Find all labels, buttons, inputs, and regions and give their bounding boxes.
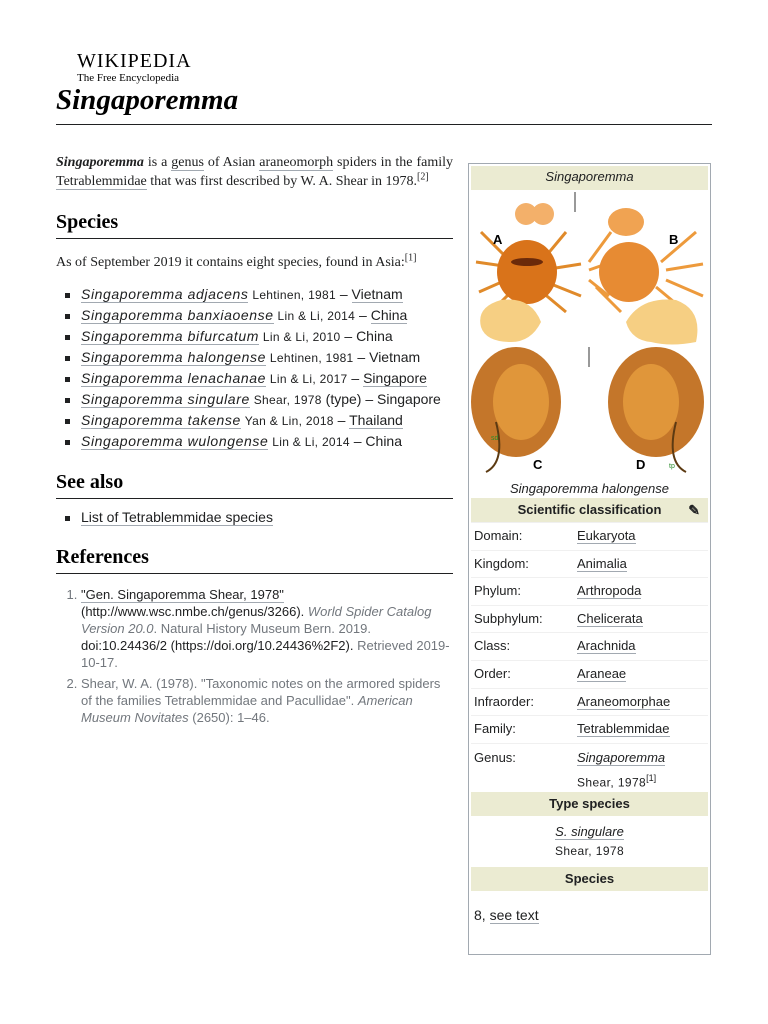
wikipedia-logo[interactable] xyxy=(77,51,192,84)
ref1-doi-url[interactable]: (https://doi.org/10.24436%2F2). xyxy=(167,638,354,653)
taxonomy-key: Domain: xyxy=(474,528,523,543)
species-list xyxy=(56,286,453,451)
taxonomy-value-link[interactable]: Araneae xyxy=(577,665,627,681)
species-name-link[interactable]: Singaporemma takense xyxy=(81,412,241,428)
species-separator: – xyxy=(349,433,366,449)
species-location: China xyxy=(356,328,393,344)
intro-text: that was first described by W. A. Shear in 1978. xyxy=(146,174,418,189)
type-species-header: Type species xyxy=(471,792,708,816)
infobox-title: Singaporemma xyxy=(471,166,708,190)
species-count: 8, xyxy=(474,906,490,923)
species-lead-text: As of September 2019 it contains eight species, found in Asia: xyxy=(56,255,405,270)
genus-author: Shear, 1978 xyxy=(577,775,647,790)
species-location[interactable]: Singapore xyxy=(363,370,427,386)
species-item xyxy=(81,370,453,388)
species-separator: – xyxy=(335,286,352,302)
see-also-item xyxy=(81,509,453,526)
title-divider xyxy=(56,124,712,125)
ref1-doi[interactable]: doi:10.24436/2 xyxy=(81,638,168,653)
link-genus-singaporemma[interactable]: Singaporemma xyxy=(577,749,666,765)
taxonomy-key: Subphylum: xyxy=(474,610,543,626)
species-location[interactable]: Thailand xyxy=(349,412,403,428)
species-location: China xyxy=(365,433,403,449)
taxonomy-value-link[interactable]: Chelicerata xyxy=(577,610,643,626)
see-also-list xyxy=(56,509,453,526)
see-also-heading: See also xyxy=(56,471,453,499)
panel-label-a: A xyxy=(493,232,503,247)
taxonomy-key: Class: xyxy=(474,638,511,654)
species-item xyxy=(81,349,453,367)
reference-item xyxy=(81,675,453,726)
ref2-text: Shear, W. A. (1978). "Taxonomic notes on the armored spiders of the families Tetrablemmidae and Pacullidae". xyxy=(81,676,441,708)
species-name-link[interactable]: Singaporemma halongense xyxy=(81,349,267,365)
species-name-link[interactable]: Singaporemma wulongense xyxy=(81,433,269,449)
species-item xyxy=(81,307,453,325)
taxonomy-row xyxy=(471,522,708,550)
species-separator: – xyxy=(347,370,364,386)
link-genus[interactable]: genus xyxy=(171,155,204,170)
link-tetrablemmidae[interactable]: Tetrablemmidae xyxy=(56,174,147,189)
annotation-sd: sd xyxy=(491,435,499,442)
reference-item xyxy=(81,586,453,671)
species-author: Lin & Li, 2017 xyxy=(269,372,348,386)
species-separator: – xyxy=(355,307,371,323)
panel-label-b: B xyxy=(669,232,679,247)
species-author: Lin & Li, 2014 xyxy=(272,435,350,449)
species-header: Species xyxy=(471,867,708,891)
type-species-block xyxy=(469,816,710,861)
taxonomy-row-genus xyxy=(471,743,708,788)
species-author: Yan & Lin, 2018 xyxy=(244,414,334,428)
taxonomy-value-link[interactable]: Tetrablemmidae xyxy=(577,721,670,737)
species-separator: – xyxy=(333,412,350,428)
species-separator: – xyxy=(353,349,370,365)
intro-bold-title: Singaporemma xyxy=(56,155,144,170)
intro-text: spiders in the family xyxy=(333,155,453,170)
image-caption: Singaporemma halongense xyxy=(510,481,669,496)
species-author: Lehtinen, 1981 xyxy=(252,288,336,302)
ref1-pub: . Natural History Museum Bern. 2019. xyxy=(153,621,371,636)
taxonomy-key: Phylum: xyxy=(474,583,521,599)
classification-header xyxy=(471,498,708,522)
taxonomy-row xyxy=(471,632,708,660)
ref2-tail: (2650): 1–46. xyxy=(188,710,270,725)
species-location[interactable]: Vietnam xyxy=(351,286,403,302)
taxonomy-key: Kingdom: xyxy=(474,555,529,571)
article-body xyxy=(56,153,453,730)
intro-paragraph xyxy=(56,153,453,191)
ref-1[interactable]: [1] xyxy=(404,252,417,264)
references-list xyxy=(56,586,453,726)
infobox-image[interactable] xyxy=(471,192,708,474)
infobox xyxy=(468,163,711,955)
species-item xyxy=(81,412,453,430)
link-see-text[interactable]: see text xyxy=(489,906,539,923)
species-separator: (type) – xyxy=(321,391,378,407)
species-name-link[interactable]: Singaporemma banxiaoense xyxy=(81,307,274,323)
intro-text: is a xyxy=(143,155,172,170)
taxonomy-row xyxy=(471,715,708,743)
logo-wordmark: WIKIPEDIA xyxy=(77,50,192,72)
taxonomy-value-link[interactable]: Eukaryota xyxy=(577,528,636,543)
species-name-link[interactable]: Singaporemma adjacens xyxy=(81,286,249,302)
annotation-tp: tp xyxy=(669,463,675,470)
references-heading: References xyxy=(56,546,453,574)
species-separator: – xyxy=(340,328,357,344)
ref2-journal: American Museum Novitates xyxy=(81,693,413,725)
species-item xyxy=(81,328,453,346)
taxonomy-row xyxy=(471,660,708,688)
genus-ref[interactable]: [1] xyxy=(646,772,657,783)
link-list-tetrablemmidae[interactable]: List of Tetrablemmidae species xyxy=(81,509,273,525)
species-author: Lin & Li, 2014 xyxy=(277,309,356,323)
link-araneomorph[interactable]: araneomorph xyxy=(259,155,334,170)
link-s-singulare[interactable]: S. singulare xyxy=(555,823,624,839)
taxonomy-row xyxy=(471,688,708,716)
panel-label-c: C xyxy=(533,457,543,472)
species-lead xyxy=(56,253,453,272)
species-item xyxy=(81,433,453,451)
species-heading: Species xyxy=(56,211,453,239)
taxonomy-rows xyxy=(469,522,710,743)
taxonomy-row xyxy=(471,605,708,633)
taxonomy-value-link[interactable]: Arachnida xyxy=(577,638,636,654)
genus-key: Genus: xyxy=(474,749,516,765)
page-title: Singaporemma xyxy=(56,84,239,116)
pencil-icon[interactable]: ✎ xyxy=(688,502,700,518)
species-item xyxy=(81,391,453,409)
taxonomy-row xyxy=(471,550,708,578)
ref1-link[interactable]: "Gen. Singaporemma Shear, 1978" xyxy=(81,587,284,602)
ref1-work: World Spider Catalog Version 20.0 xyxy=(81,604,432,636)
species-author: Lehtinen, 1981 xyxy=(269,351,354,365)
species-name-link[interactable]: Singaporemma lenachanae xyxy=(81,370,267,386)
ref1-retrieved: Retrieved 2019-10-17. xyxy=(81,638,450,670)
species-name-link[interactable]: Singaporemma bifurcatum xyxy=(81,328,259,344)
type-species-author: Shear, 1978 xyxy=(554,843,625,858)
taxonomy-key: Family: xyxy=(474,721,516,737)
ref-2[interactable]: [2] xyxy=(417,171,429,183)
taxonomy-value-link[interactable]: Arthropoda xyxy=(577,583,642,599)
species-name-link[interactable]: Singaporemma singulare xyxy=(81,391,250,407)
species-item xyxy=(81,286,453,304)
taxonomy-key: Order: xyxy=(474,665,511,681)
logo-tagline: The Free Encyclopedia xyxy=(77,72,180,84)
classification-header-label: Scientific classification xyxy=(517,502,662,517)
species-location: Vietnam xyxy=(369,349,421,365)
ref1-url[interactable]: (http://www.wsc.nmbe.ch/genus/3266). xyxy=(81,604,305,619)
genus-value xyxy=(577,748,708,788)
taxonomy-key: Infraorder: xyxy=(474,693,534,709)
species-author: Shear, 1978 xyxy=(253,393,322,407)
taxonomy-value-link[interactable]: Araneomorphae xyxy=(577,693,671,709)
species-location[interactable]: China xyxy=(370,307,408,323)
spider-figure xyxy=(471,192,708,474)
species-author: Lin & Li, 2010 xyxy=(262,330,341,344)
taxonomy-row xyxy=(471,577,708,605)
species-count-row xyxy=(469,891,710,923)
species-location: Singapore xyxy=(377,391,441,407)
taxonomy-value-link[interactable]: Animalia xyxy=(577,555,627,571)
intro-text: of Asian xyxy=(203,155,260,170)
panel-label-d: D xyxy=(636,457,646,472)
